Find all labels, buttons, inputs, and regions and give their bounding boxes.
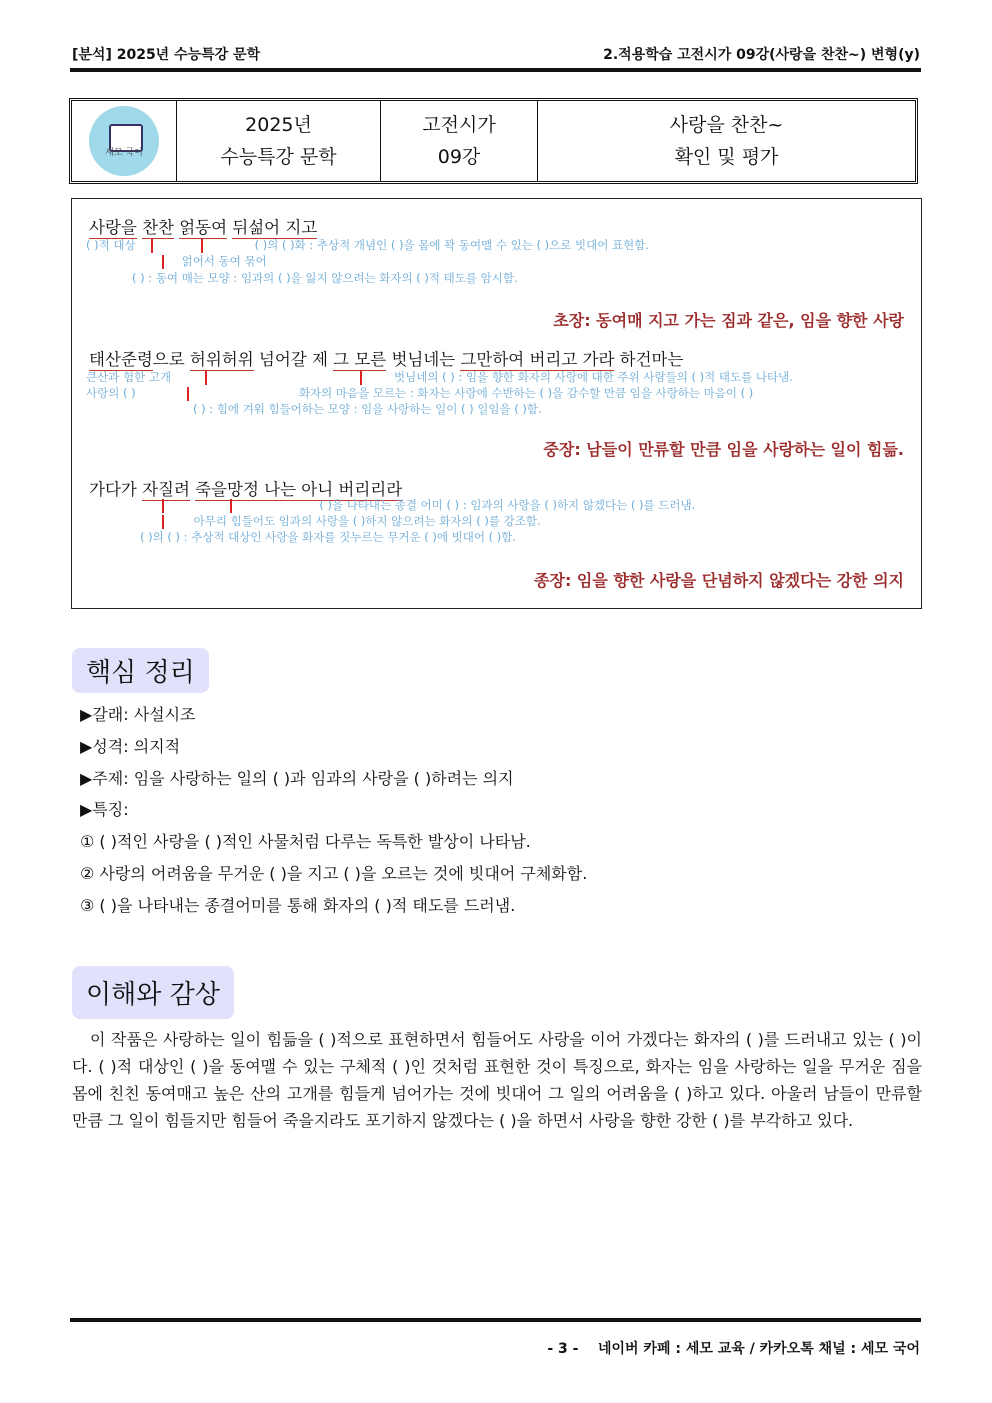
stanza-summary: 종장: 임을 향한 사랑을 단념하지 않겠다는 강한 의지 [534,571,904,590]
note-text: 아무리 힘들어도 임과의 사랑을 ( )하지 않으려는 화자의 ( )를 강조함. [193,514,541,528]
pointer-bar [162,515,164,529]
appreciation-paragraph: 이 작품은 사랑하는 일이 힘듦을 ( )적으로 표현하면서 힘들어도 사랑을 이어 가겠다는 화자의 ( )를 드러내고 있는 ( )이다. ( )적 대상인 ( )을 동여맬 수 있는 구체적 ( )인 것처럼 표현한 것이 특징으로, 화자는 임을 사랑하는 일을 무거운 짐을 몸에 친친 동여매고 높은 산의 고개를 힘들게 넘어가는 것에 빗대어 그 일의 어려움을 ( )하고 있다. 아울러 남들이 만류할 만큼 그 일이 힘들지만 힘들어 죽을지라도 포기하지 않겠다는 ( )을 하면서 사랑을 향한 강한 ( )를 부각하고 있다. [72,1030,922,1130]
core-summary-heading: 핵심 정리 [72,648,209,693]
note-line [162,513,541,529]
pointer-bar [151,239,153,253]
feature-item-3: ③ ( )을 나타내는 종결어미를 통해 화자의 ( )적 태도를 드러냄. [80,896,516,915]
verse-word: 찬찬 [142,218,174,237]
title-genre: 고전시가 [422,114,496,136]
stanza-summary: 초장: 동여매 지고 가는 짐과 같은, 임을 향한 사랑 [553,311,904,330]
verse-word: 자질려 [142,480,190,499]
pointer-bar [162,255,164,269]
character-item: ▶성격: 의지적 [80,737,181,756]
note-text: 큰산과 험한 고개 [86,370,172,384]
pointer-bar [205,371,207,385]
theme-item: ▶주제: 임을 사랑하는 일의 ( )과 임과의 사랑을 ( )하려는 의지 [80,769,514,788]
title-book: 수능특강 문학 [220,146,337,168]
footer-text: - 3 - 네이버 카페 : 세모 교육 / 카카오톡 채널 : 세모 국어 [547,1341,920,1357]
note-text: 얽어서 동여 묶어 [181,254,267,268]
pointer-bar [230,499,232,513]
verse-word: 사랑을 [89,218,137,237]
note-line [162,497,695,513]
note-text: ( )적 대상 [86,238,136,252]
title-work: 사랑을 찬찬~ [669,114,784,136]
title-table [69,98,918,184]
note-text: 화자의 마음을 모르는 : 화자는 사랑에 수반하는 ( )을 감수할 만큼 임을 사랑하는 마음이 ( ) [298,386,754,400]
note-line: ( ) : 동여 매는 모양 : 임과의 ( )을 잃지 않으려는 화자의 ( )적 태도를 암시함. [132,271,518,285]
appreciation-heading: 이해와 감상 [72,966,234,1019]
verse-line-2 [89,346,683,370]
pointer-bar [187,387,189,401]
note-line [86,385,753,401]
verse-word: 벗님네는 [386,350,461,369]
note-line [162,253,267,269]
genre-item: ▶갈래: 사설시조 [80,705,196,724]
verse-line-1 [89,214,317,238]
verse-word: 그 모른 [333,350,387,369]
title-genre-cell [381,101,538,181]
verse-word: 하건마는 [614,350,684,369]
title-year-cell [177,101,381,181]
logo-cell [72,101,177,181]
feature-item-1: ① ( )적인 사랑을 ( )적인 사물처럼 다루는 독특한 발상이 나타남. [80,832,531,851]
verse-word: 가다가 [89,480,143,499]
note-line: ( )의 ( ) : 추상적 대상인 사랑을 화자를 짓누르는 무거운 ( )에 빗대어 ( )함. [140,530,516,544]
stanza-summary: 중장: 남들이 만류할 만큼 임을 사랑하는 일이 힘듦. [543,440,904,459]
header-divider [70,68,921,72]
note-line [86,369,793,385]
verse-word: 넘어갈 제 [253,350,334,369]
header-right-title: 2.적용학습 고전시가 09강(사랑을 찬찬~) 변형(y) [603,47,920,63]
pointer-bar [201,239,203,253]
title-lesson: 09강 [437,146,481,168]
note-text: 사랑의 ( ) [86,386,136,400]
note-text: 벗님네의 ( ) : 임을 향한 화자의 사랑에 대한 주위 사람들의 ( )적 태도를 나타냄. [394,370,793,384]
verse-word: 죽을망정 나는 아니 버리리라 [195,480,403,499]
verse-word: 그만하여 버리고 가라 [460,350,615,369]
pointer-bar [162,499,164,513]
verse-word: 허위허위 [189,350,254,369]
note-line: ( ) : 힘에 겨워 힘들어하는 모양 : 임을 사랑하는 일이 ( ) 일임을 ( )함. [193,402,542,416]
footer-divider [70,1318,921,1322]
verse-word: 뒤섦어 지고 [232,218,318,237]
title-work-cell [538,101,915,181]
book-logo-icon [89,106,159,176]
verse-word: 얽동여 [179,218,228,237]
feature-item-2: ② 사랑의 어려움을 무거운 ( )을 지고 ( )을 오르는 것에 빗대어 구체화함. [80,864,588,883]
note-text: ( )을 나타내는 종결 어미 ( ) : 임과의 사랑을 ( )하지 않겠다는 ( )를 드러냄. [319,498,696,512]
pointer-bar [360,371,362,385]
title-year: 2025년 [245,114,312,136]
title-task: 확인 및 평가 [674,146,779,168]
note-text: ( )의 ( )화 : 추상적 개념인 ( )을 몸에 꽉 동여맬 수 있는 ( )으로 빗대어 표현함. [254,238,649,252]
verse-word: 태산준령 [89,350,153,369]
features-label: ▶특징: [80,800,129,819]
verse-word: 으로 [152,350,190,369]
logo-caption: 세모 국어 [105,148,143,158]
note-line [86,237,649,253]
header-left-title: [분석] 2025년 수능특강 문학 [72,47,261,63]
